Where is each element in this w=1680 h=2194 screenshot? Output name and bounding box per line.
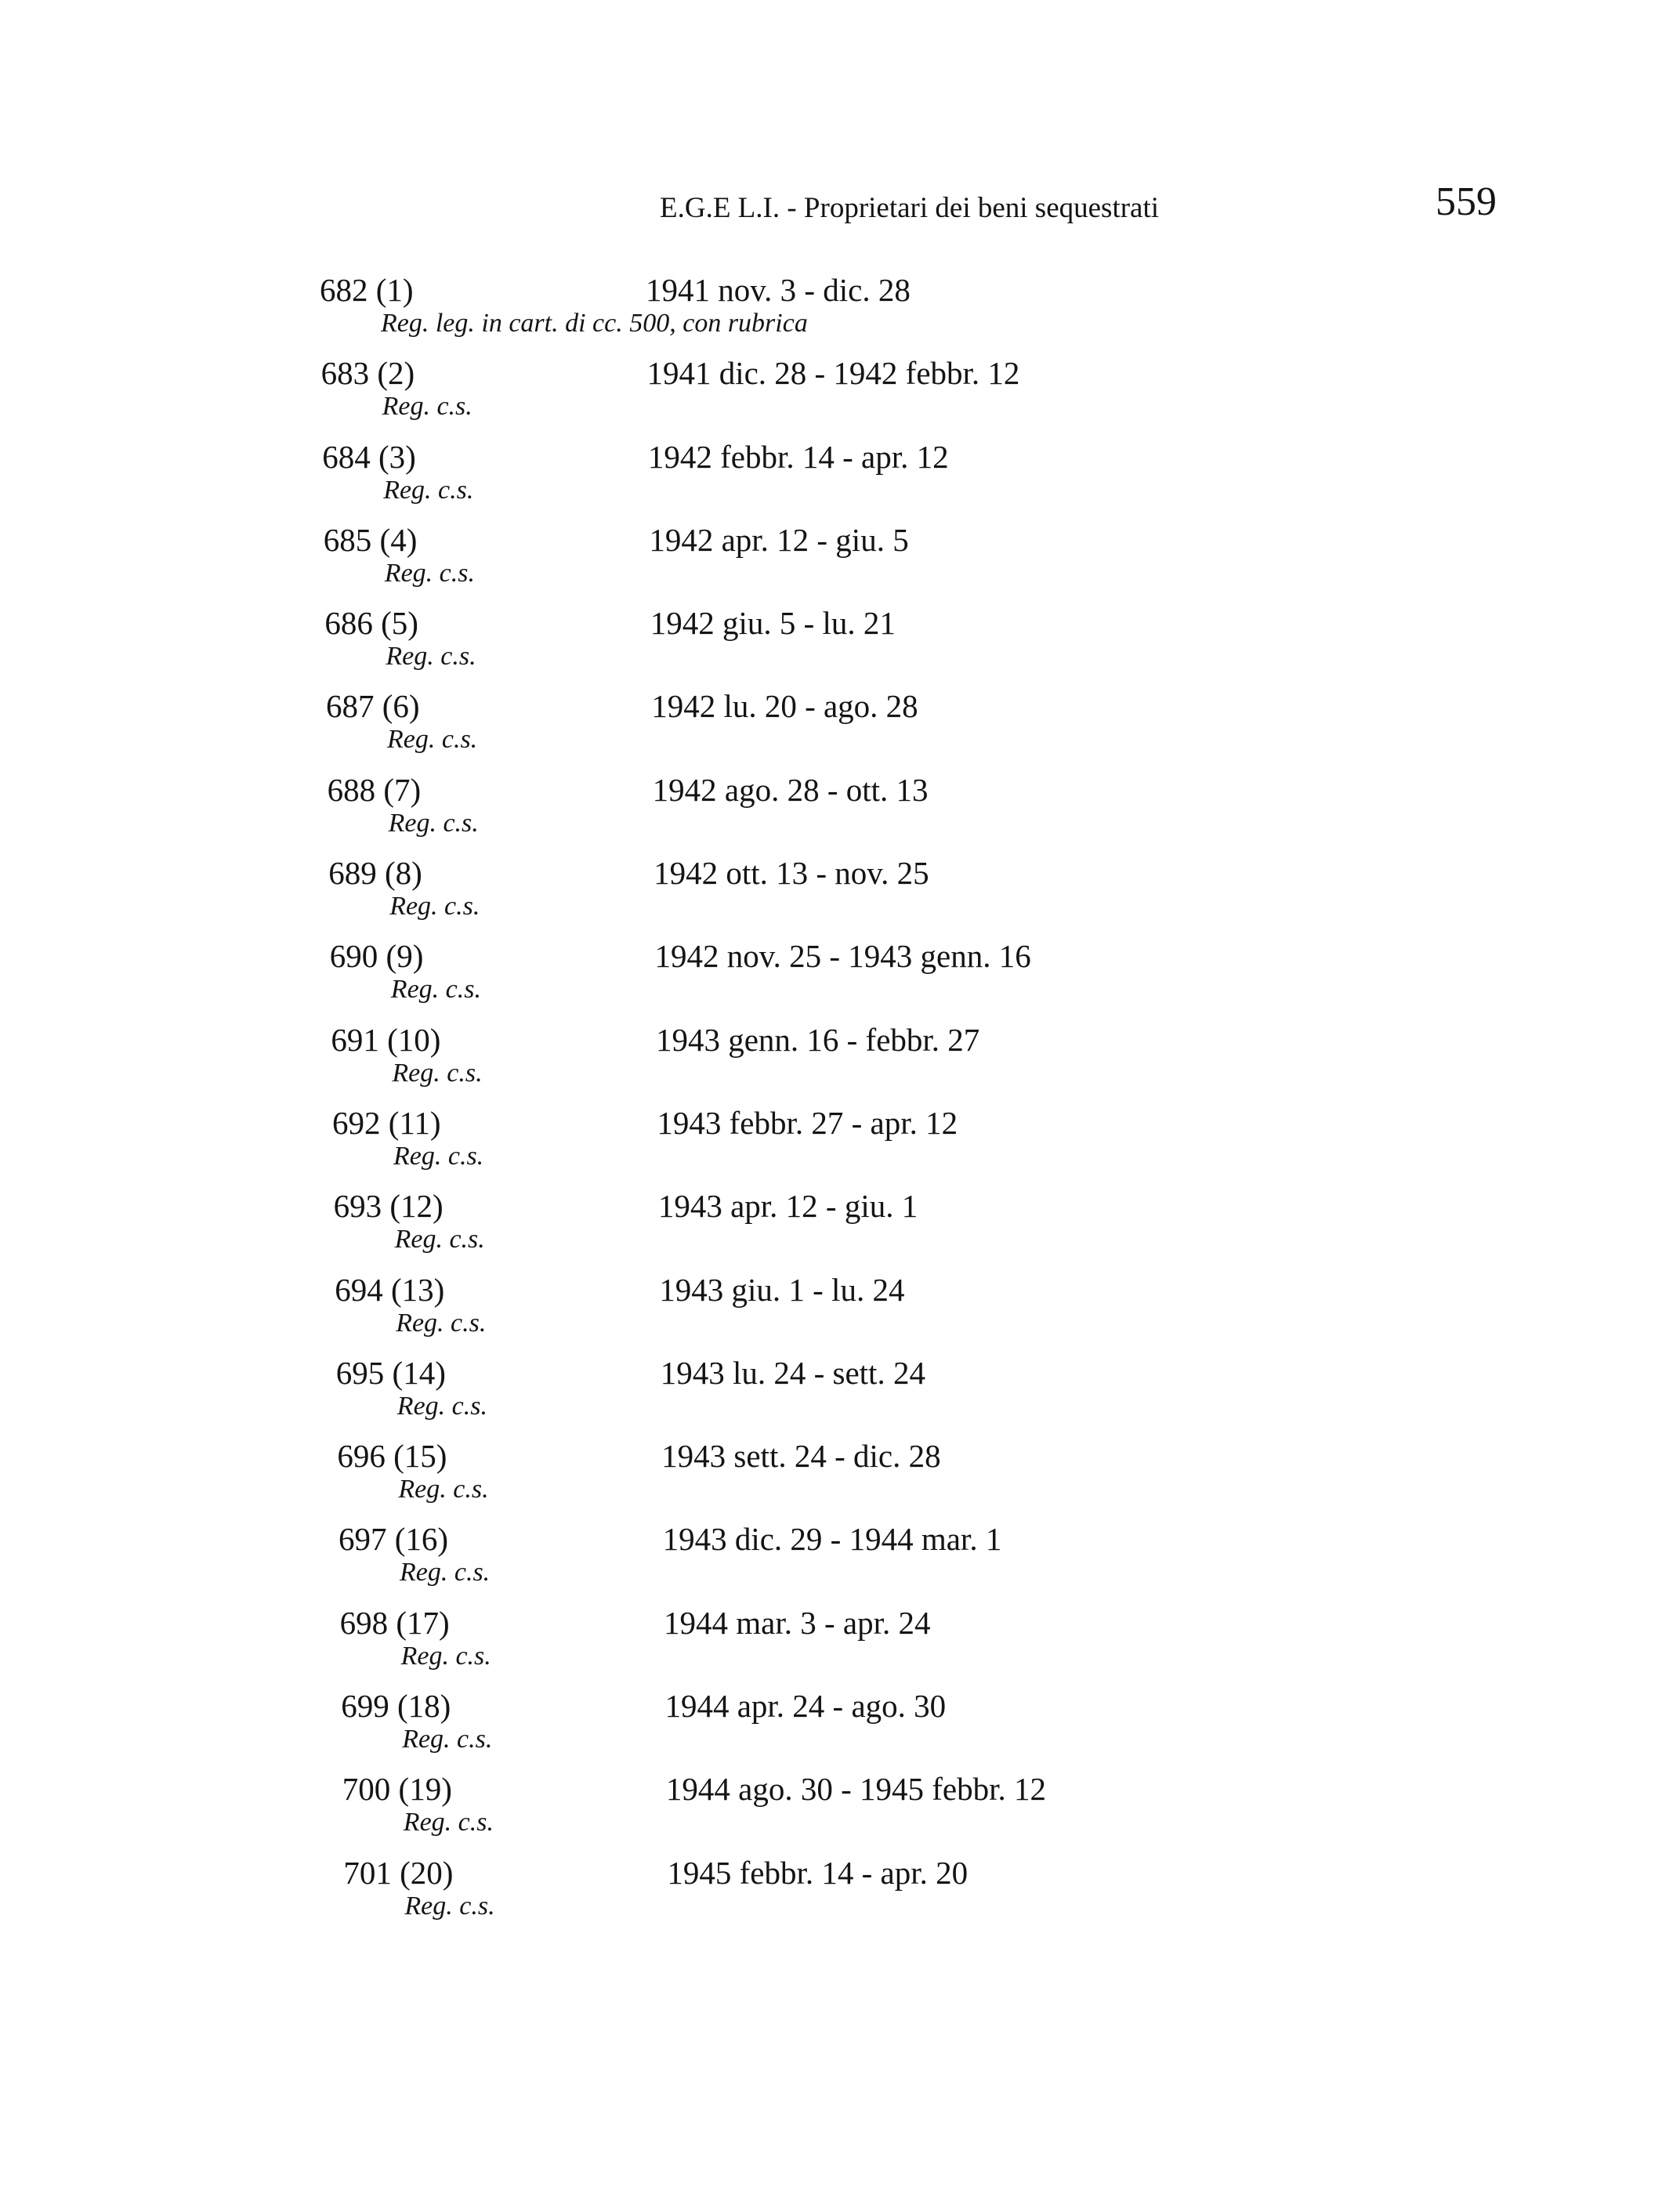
- entry-number: 685 (4): [323, 521, 418, 558]
- entry-number: 695 (14): [335, 1354, 446, 1391]
- entry-description: Reg. c.s.: [403, 1808, 494, 1837]
- entry-dates: 1942 febbr. 14 - apr. 12: [647, 438, 949, 475]
- entry-dates: 1943 genn. 16 - febbr. 27: [655, 1021, 980, 1058]
- entry-description: Reg. c.s.: [402, 1725, 493, 1754]
- entry-number: 698 (17): [339, 1604, 450, 1641]
- entry-description: Reg. c.s.: [394, 1225, 485, 1254]
- running-head: E.G.E L.I. - Proprietari dei beni sequestrati: [660, 192, 1160, 224]
- entry-dates: 1943 sett. 24 - dic. 28: [661, 1438, 941, 1475]
- entry-dates: 1944 mar. 3 - apr. 24: [664, 1604, 931, 1641]
- entry-dates: 1943 giu. 1 - lu. 24: [659, 1271, 905, 1308]
- entry-dates: 1942 apr. 12 - giu. 5: [649, 521, 909, 558]
- register-entry: [0, 856, 1680, 939]
- entry-description: Reg. c.s.: [389, 892, 480, 921]
- entry-dates: 1944 ago. 30 - 1945 febbr. 12: [665, 1771, 1046, 1808]
- register-entry: [0, 1189, 1680, 1272]
- entry-number: 691 (10): [331, 1021, 441, 1058]
- entry-number: 692 (11): [332, 1104, 441, 1141]
- entry-dates: 1942 ago. 28 - ott. 13: [652, 771, 929, 808]
- register-entry: [0, 1273, 1680, 1356]
- entry-dates: 1943 dic. 29 - 1944 mar. 1: [662, 1521, 1002, 1558]
- entry-description: Reg. c.s.: [400, 1558, 491, 1588]
- entry-description: Reg. c.s.: [398, 1475, 489, 1504]
- entry-description: Reg. c.s.: [383, 475, 474, 505]
- entry-number: 693 (12): [333, 1188, 444, 1225]
- entry-dates: 1945 febbr. 14 - apr. 20: [667, 1854, 969, 1891]
- entry-number: 686 (5): [324, 605, 418, 642]
- register-entries-list: [0, 273, 1680, 1939]
- entry-number: 682 (1): [320, 272, 414, 308]
- entry-description: Reg. c.s.: [390, 975, 481, 1005]
- entry-number: 687 (6): [326, 688, 420, 725]
- entry-number: 701 (20): [343, 1854, 454, 1891]
- register-entry: [0, 1356, 1680, 1439]
- entry-dates: 1943 lu. 24 - sett. 24: [660, 1354, 925, 1391]
- entry-number: 683 (2): [320, 355, 415, 392]
- entry-dates: 1942 giu. 5 - lu. 21: [650, 605, 896, 642]
- entry-description: Reg. c.s.: [384, 558, 475, 588]
- entry-description: Reg. c.s.: [382, 392, 472, 422]
- entry-description: Reg. c.s.: [400, 1641, 491, 1671]
- register-entry: [0, 1439, 1680, 1522]
- entry-dates: 1941 dic. 28 - 1942 febbr. 12: [646, 355, 1020, 392]
- entry-dates: 1942 nov. 25 - 1943 genn. 16: [654, 938, 1031, 975]
- entry-dates: 1943 apr. 12 - giu. 1: [657, 1188, 918, 1225]
- register-entry: [0, 1522, 1680, 1605]
- register-entry: [0, 1772, 1680, 1855]
- entry-description: Reg. c.s.: [396, 1308, 487, 1338]
- entry-number: 689 (8): [328, 855, 422, 892]
- entry-number: 684 (3): [322, 438, 416, 475]
- entry-number: 699 (18): [341, 1688, 451, 1725]
- entry-number: 694 (13): [335, 1271, 445, 1308]
- register-entry: [0, 606, 1680, 689]
- page-number: 559: [1436, 179, 1497, 224]
- entry-dates: 1944 apr. 24 - ago. 30: [664, 1688, 947, 1725]
- register-entry: [0, 689, 1680, 772]
- entry-dates: 1943 febbr. 27 - apr. 12: [657, 1104, 958, 1141]
- entry-dates: 1942 ott. 13 - nov. 25: [654, 855, 929, 892]
- entry-number: 696 (15): [337, 1438, 447, 1475]
- register-entry: [0, 1855, 1680, 1939]
- entry-number: 688 (7): [327, 771, 422, 808]
- entry-number: 690 (9): [329, 938, 424, 975]
- register-entry: [0, 1023, 1680, 1106]
- entry-number: 697 (16): [339, 1521, 449, 1558]
- entry-number: 700 (19): [342, 1771, 452, 1808]
- register-entry: [0, 939, 1680, 1022]
- entry-description: Reg. c.s.: [393, 1141, 484, 1171]
- register-entry: [0, 356, 1680, 439]
- entry-dates: 1942 lu. 20 - ago. 28: [651, 688, 918, 725]
- entry-description: Reg. c.s.: [396, 1391, 487, 1421]
- entry-description: Reg. c.s.: [387, 725, 478, 755]
- register-entry: [0, 1689, 1680, 1772]
- entry-description: Reg. leg. in cart. di cc. 500, con rubrica: [381, 309, 808, 338]
- entry-description: Reg. c.s.: [392, 1058, 483, 1088]
- register-entry: [0, 273, 1680, 356]
- entry-description: Reg. c.s.: [388, 808, 479, 838]
- entry-dates: 1941 nov. 3 - dic. 28: [646, 272, 911, 308]
- register-entry: [0, 1606, 1680, 1689]
- register-entry: [0, 1106, 1680, 1189]
- entry-description: Reg. c.s.: [386, 642, 476, 672]
- register-entry: [0, 440, 1680, 523]
- entry-description: Reg. c.s.: [404, 1891, 495, 1921]
- register-entry: [0, 523, 1680, 606]
- register-entry: [0, 773, 1680, 856]
